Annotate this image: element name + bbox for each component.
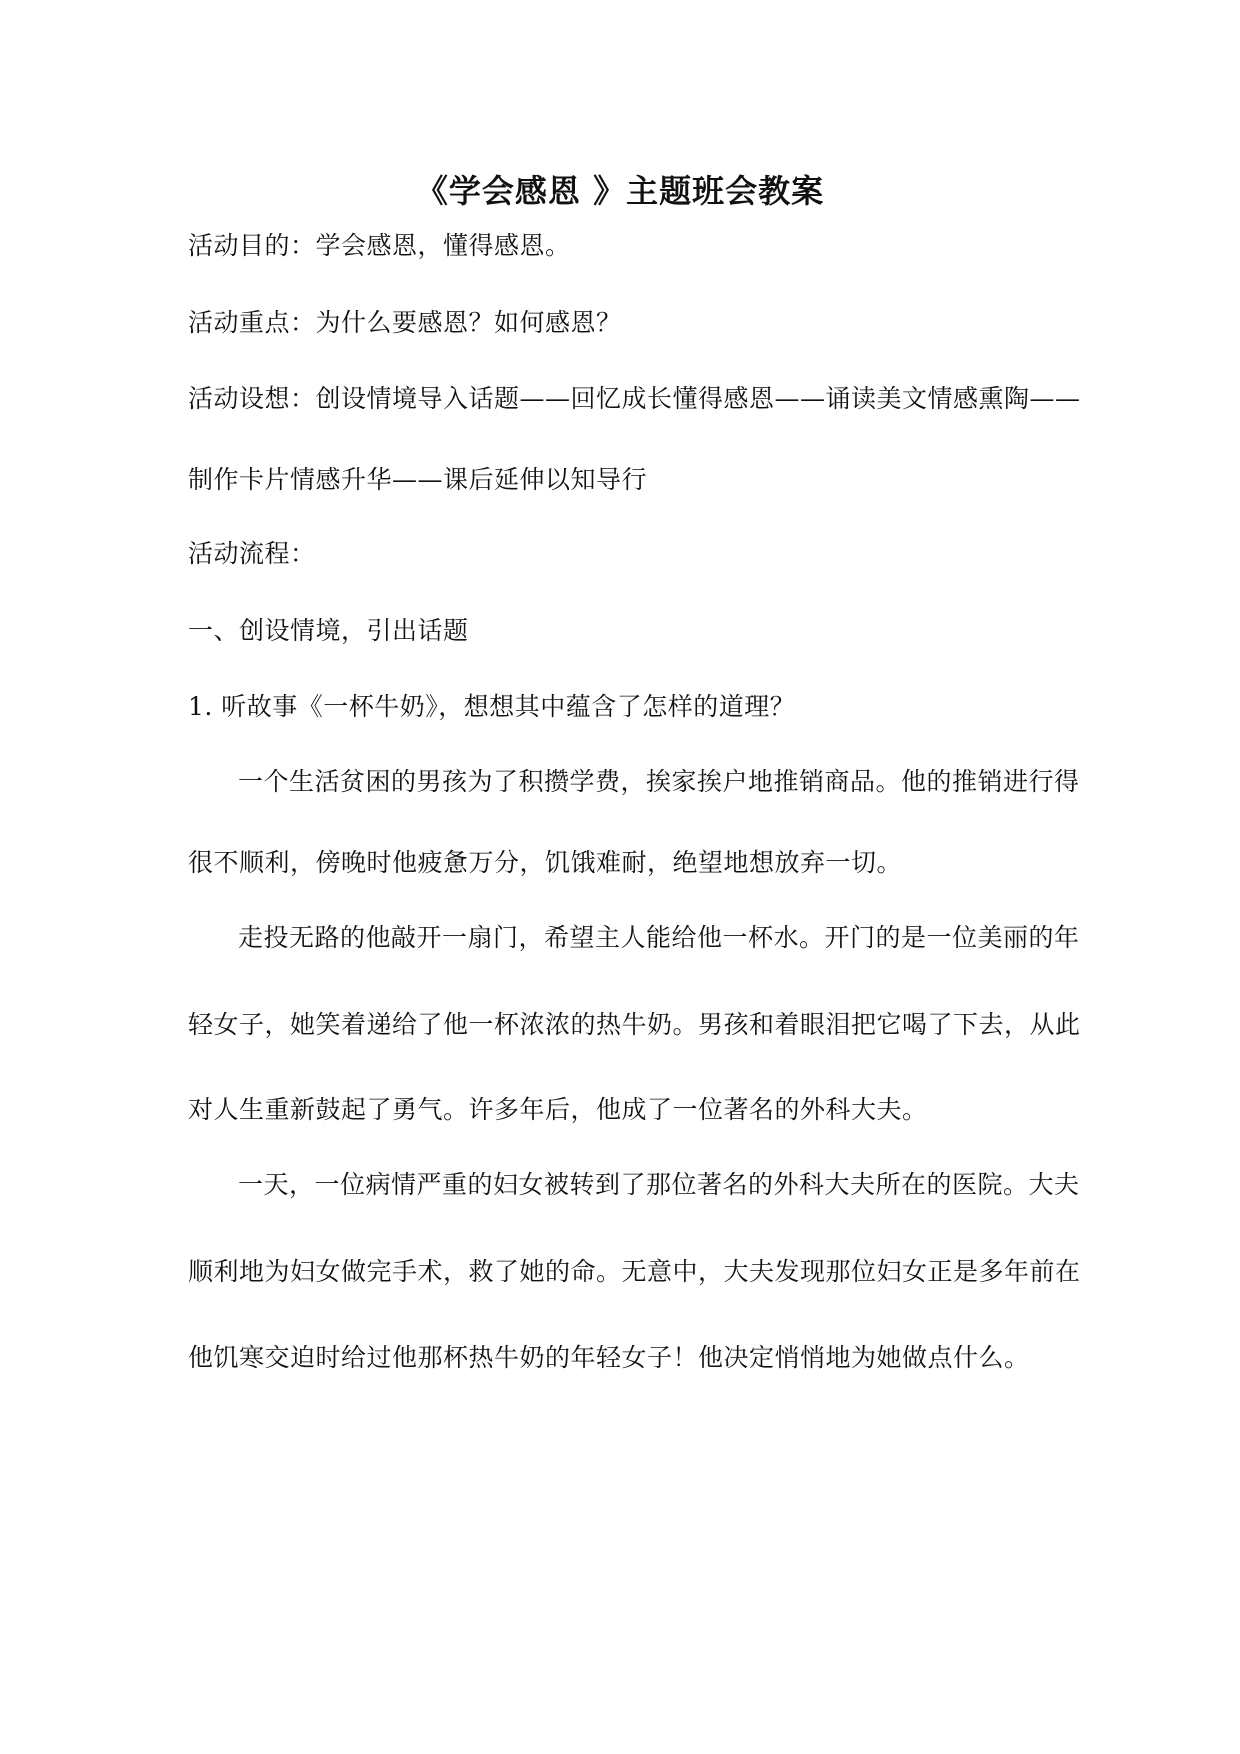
activity-process-heading: 活动流程： [188, 539, 316, 568]
story-paragraph-3-line-3: 他饥寒交迫时给过他那杯热牛奶的年轻女子！他决定悄悄地为她做点什么。 [188, 1343, 1030, 1372]
story-paragraph-3-line-1: 一天，一位病情严重的妇女被转到了那位著名的外科大夫所在的医院。大夫 [238, 1170, 1080, 1199]
story-paragraph-2-line-2: 轻女子，她笑着递给了他一杯浓浓的热牛奶。男孩和着眼泪把它喝了下去，从此 [188, 1010, 1081, 1039]
activity-plan-line-1: 活动设想：创设情境导入话题——回忆成长懂得感恩——诵读美文情感熏陶—— [188, 384, 1081, 413]
story-paragraph-1-line-1: 一个生活贫困的男孩为了积攒学费，挨家挨户地推销商品。他的推销进行得 [238, 767, 1080, 796]
story-paragraph-1-line-2: 很不顺利，傍晚时他疲惫万分，饥饿难耐，绝望地想放弃一切。 [188, 848, 903, 877]
activity-goal-line: 活动目的：学会感恩，懂得感恩。 [188, 231, 571, 260]
section-one-heading: 一、创设情境，引出话题 [188, 616, 469, 645]
story-paragraph-3-line-2: 顺利地为妇女做完手术，救了她的命。无意中，大夫发现那位妇女正是多年前在 [188, 1257, 1081, 1286]
story-paragraph-2-line-1: 走投无路的他敲开一扇门，希望主人能给他一杯水。开门的是一位美丽的年 [238, 923, 1080, 952]
document-title: 《学会感恩 》主题班会教案 [415, 172, 825, 210]
activity-plan-line-2: 制作卡片情感升华——课后延伸以知导行 [188, 465, 648, 494]
activity-focus-line: 活动重点：为什么要感恩？如何感恩？ [188, 308, 622, 337]
story-paragraph-2-line-3: 对人生重新鼓起了勇气。许多年后，他成了一位著名的外科大夫。 [188, 1095, 928, 1124]
story-prompt-line: 1. 听故事《一杯牛奶》，想想其中蕴含了怎样的道理？ [188, 692, 796, 721]
